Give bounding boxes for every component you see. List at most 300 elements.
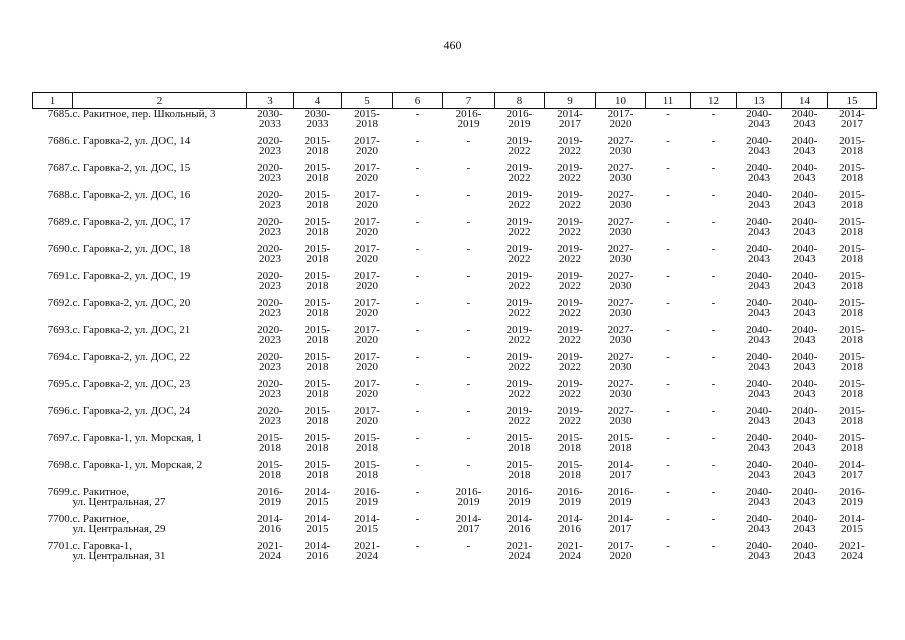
year-range-cell: [342, 325, 393, 352]
year-line: -: [666, 108, 670, 120]
address-cell: [73, 433, 247, 460]
year-line: 2022: [508, 334, 531, 346]
year-range-cell: [828, 109, 877, 137]
year-line: -: [466, 432, 471, 444]
year-range-cell: [247, 217, 294, 244]
header-row: [33, 93, 877, 109]
year-line: 2022: [559, 361, 581, 373]
year-range-cell: [443, 379, 495, 406]
year-range-cell: [247, 379, 294, 406]
year-range-cell: [495, 406, 545, 433]
year-line: 2015-: [304, 270, 331, 282]
year-line: 2016-: [506, 486, 533, 498]
year-line: 2027-: [607, 243, 634, 255]
year-range-cell: [646, 136, 691, 163]
year-range-cell: [691, 487, 737, 514]
year-line: 2018: [306, 226, 329, 238]
year-line: -: [466, 189, 471, 201]
year-line: 2040-: [791, 270, 818, 282]
year-line: 2018: [259, 442, 281, 454]
year-line: 2019-: [506, 270, 533, 282]
year-range-cell: [294, 271, 342, 298]
year-line: -: [711, 216, 716, 228]
table-row: [33, 217, 877, 244]
year-line: 2019-: [557, 324, 583, 336]
year-line: 2020-: [257, 243, 283, 255]
year-line: 2043: [748, 199, 770, 211]
year-line: 2022: [508, 172, 531, 184]
year-line: 2014-: [354, 513, 380, 525]
year-line: 2018: [841, 199, 863, 211]
year-line: 2023: [259, 415, 281, 427]
year-line: 2018: [306, 469, 329, 481]
column-header: 3: [247, 93, 294, 109]
year-line: 2020: [356, 145, 378, 157]
year-line: 2018: [508, 442, 531, 454]
year-line: 2040-: [791, 405, 818, 417]
year-line: -: [415, 189, 420, 201]
year-line: 2030: [609, 226, 632, 238]
year-range-cell: [596, 244, 646, 271]
year-line: 2040-: [746, 432, 772, 444]
row-number: 7690.: [47, 243, 73, 255]
table-row: [33, 487, 877, 514]
year-range-cell: [691, 217, 737, 244]
year-line: -: [711, 351, 716, 363]
page-number: 460: [443, 38, 462, 52]
year-line: 2019: [457, 496, 480, 508]
year-range-cell: [782, 487, 828, 514]
year-range-cell: [545, 325, 596, 352]
table-row: [33, 460, 877, 487]
address-line: с. Ракитное, пер. Школьный, 3: [72, 108, 216, 120]
year-line: 2021-: [257, 540, 283, 552]
row-number: 7686.: [47, 135, 73, 147]
year-line: 2015-: [557, 459, 583, 471]
year-line: 2018: [841, 226, 863, 238]
year-range-cell: [691, 352, 737, 379]
year-line: 2015-: [506, 459, 533, 471]
address-line: с. Гаровка-1,: [72, 540, 133, 552]
year-line: 2040-: [746, 162, 772, 174]
year-line: 2043: [748, 172, 770, 184]
year-range-cell: [342, 244, 393, 271]
year-line: 2040-: [746, 108, 772, 120]
year-line: 2014-: [839, 513, 865, 525]
year-range-cell: [247, 271, 294, 298]
year-range-cell: [393, 514, 443, 541]
year-line: -: [466, 216, 471, 228]
year-line: 2018: [356, 118, 378, 130]
year-line: 2022: [508, 226, 531, 238]
year-line: 2021-: [839, 540, 865, 552]
year-line: 2019: [508, 118, 531, 130]
year-line: 2014-: [304, 513, 331, 525]
year-line: -: [666, 324, 670, 336]
year-line: -: [415, 270, 420, 282]
year-range-cell: [495, 217, 545, 244]
address-line: с. Гаровка-1, ул. Морская, 2: [72, 459, 203, 471]
year-line: 2030: [609, 388, 632, 400]
table-row: [33, 433, 877, 460]
year-line: 2016-: [506, 108, 533, 120]
year-line: 2018: [306, 199, 329, 211]
year-line: 2040-: [791, 324, 818, 336]
year-range-cell: [691, 163, 737, 190]
year-line: 2018: [841, 442, 863, 454]
year-line: 2018: [306, 172, 329, 184]
row-number: 7693.: [47, 324, 73, 336]
year-range-cell: [646, 325, 691, 352]
table-row: [33, 271, 877, 298]
year-range-cell: [782, 541, 828, 568]
year-line: 2015-: [839, 432, 865, 444]
column-header: 8: [495, 93, 545, 109]
year-line: 2040-: [791, 540, 818, 552]
year-line: 2019-: [506, 405, 533, 417]
year-range-cell: [646, 190, 691, 217]
year-line: 2043: [793, 226, 816, 238]
year-range-cell: [691, 433, 737, 460]
year-line: 2022: [508, 280, 531, 292]
year-line: 2015-: [304, 405, 331, 417]
year-range-cell: [596, 190, 646, 217]
year-range-cell: [828, 379, 877, 406]
year-line: 2030: [609, 415, 632, 427]
row-number: 7692.: [47, 297, 73, 309]
year-line: 2040-: [791, 189, 818, 201]
year-line: 2043: [748, 388, 770, 400]
year-line: 2018: [306, 334, 329, 346]
year-range-cell: [294, 406, 342, 433]
year-range-cell: [691, 541, 737, 568]
year-range-cell: [294, 541, 342, 568]
year-range-cell: [342, 433, 393, 460]
row-number: 7696.: [47, 405, 73, 417]
year-line: 2022: [559, 145, 581, 157]
year-range-cell: [393, 541, 443, 568]
year-line: -: [711, 378, 716, 390]
year-line: 2020: [356, 172, 378, 184]
year-line: 2040-: [791, 243, 818, 255]
address-line: с. Гаровка-2, ул. ДОС, 14: [72, 135, 191, 147]
year-line: 2020: [356, 388, 378, 400]
year-range-cell: [828, 325, 877, 352]
row-number: 7691.: [47, 270, 73, 282]
year-range-cell: [495, 109, 545, 137]
year-line: 2020-: [257, 162, 283, 174]
year-range-cell: [342, 460, 393, 487]
year-line: 2022: [508, 199, 531, 211]
year-line: 2040-: [746, 540, 772, 552]
year-line: -: [666, 162, 670, 174]
year-range-cell: [495, 163, 545, 190]
row-number: 7688.: [47, 189, 73, 201]
year-range-cell: [495, 541, 545, 568]
year-line: 2043: [748, 253, 770, 265]
year-line: 2016-: [607, 486, 634, 498]
year-range-cell: [828, 433, 877, 460]
year-line: 2016-: [354, 486, 380, 498]
year-range-cell: [646, 541, 691, 568]
year-line: -: [666, 297, 670, 309]
year-line: 2018: [841, 280, 863, 292]
year-range-cell: [443, 352, 495, 379]
year-range-cell: [393, 379, 443, 406]
row-number: 7701.: [47, 540, 73, 552]
year-range-cell: [545, 460, 596, 487]
table-row: [33, 244, 877, 271]
year-line: 2040-: [791, 297, 818, 309]
year-line: 2022: [559, 334, 581, 346]
year-range-cell: [393, 352, 443, 379]
year-line: 2014-: [557, 108, 583, 120]
year-line: 2022: [508, 145, 531, 157]
year-line: 2014-: [839, 459, 865, 471]
year-range-cell: [443, 514, 495, 541]
year-line: 2024: [356, 550, 378, 562]
year-range-cell: [545, 217, 596, 244]
year-line: 2015-: [304, 189, 331, 201]
year-line: -: [711, 189, 716, 201]
year-line: 2016-: [557, 486, 583, 498]
year-range-cell: [247, 352, 294, 379]
year-line: 2018: [306, 280, 329, 292]
column-header: 15: [828, 93, 877, 109]
year-line: 2027-: [607, 297, 634, 309]
year-range-cell: [342, 298, 393, 325]
year-line: -: [666, 216, 670, 228]
year-range-cell: [247, 541, 294, 568]
year-range-cell: [294, 379, 342, 406]
table-row: [33, 514, 877, 541]
year-line: -: [666, 486, 670, 498]
year-line: 2020-: [257, 297, 283, 309]
year-line: 2015-: [557, 432, 583, 444]
year-line: 2024: [559, 550, 581, 562]
year-line: 2016-: [455, 486, 482, 498]
year-range-cell: [443, 460, 495, 487]
row-number: 7700.: [47, 513, 73, 525]
year-line: 2043: [748, 523, 770, 535]
year-range-cell: [545, 163, 596, 190]
year-range-cell: [393, 109, 443, 137]
year-line: 2015-: [839, 135, 865, 147]
year-line: 2018: [841, 415, 863, 427]
year-range-cell: [443, 244, 495, 271]
year-line: 2022: [508, 361, 531, 373]
year-line: 2043: [748, 361, 770, 373]
year-line: 2022: [559, 253, 581, 265]
table-row: [33, 109, 877, 137]
year-range-cell: [393, 271, 443, 298]
address-line: с. Гаровка-2, ул. ДОС, 16: [72, 189, 191, 201]
year-range-cell: [691, 406, 737, 433]
year-range-cell: [596, 352, 646, 379]
year-range-cell: [443, 433, 495, 460]
year-range-cell: [646, 217, 691, 244]
year-line: 2020-: [257, 270, 283, 282]
year-range-cell: [545, 352, 596, 379]
address-cell: [73, 217, 247, 244]
year-range-cell: [294, 244, 342, 271]
year-range-cell: [691, 244, 737, 271]
year-line: 2027-: [607, 405, 634, 417]
year-line: 2043: [748, 469, 770, 481]
year-line: 2030: [609, 280, 632, 292]
year-range-cell: [294, 433, 342, 460]
address-cell: [73, 352, 247, 379]
year-line: 2022: [508, 253, 531, 265]
year-range-cell: [596, 379, 646, 406]
year-line: 2020: [356, 415, 378, 427]
year-range-cell: [545, 406, 596, 433]
year-line: 2017-: [607, 108, 634, 120]
year-line: 2030: [609, 361, 632, 373]
year-line: -: [666, 270, 670, 282]
row-number: 7698.: [47, 459, 73, 471]
column-header: 12: [691, 93, 737, 109]
year-line: 2022: [559, 172, 581, 184]
year-line: 2017-: [354, 405, 380, 417]
year-range-cell: [495, 433, 545, 460]
year-range-cell: [782, 217, 828, 244]
year-line: -: [466, 324, 471, 336]
year-line: 2040-: [791, 135, 818, 147]
year-line: 2015-: [506, 432, 533, 444]
table-row: [33, 352, 877, 379]
year-line: 2043: [793, 550, 816, 562]
year-range-cell: [782, 460, 828, 487]
year-range-cell: [737, 190, 782, 217]
column-header: 10: [596, 93, 646, 109]
year-range-cell: [691, 379, 737, 406]
year-line: 2019-: [506, 135, 533, 147]
year-line: 2017-: [354, 189, 380, 201]
year-line: -: [415, 324, 420, 336]
year-line: 2016: [508, 523, 531, 535]
year-line: 2020-: [257, 405, 283, 417]
year-line: 2040-: [791, 108, 818, 120]
year-line: 2014-: [506, 513, 533, 525]
year-line: 2014-: [304, 486, 331, 498]
year-line: 2017-: [354, 270, 380, 282]
year-line: 2017-: [354, 216, 380, 228]
year-range-cell: [596, 406, 646, 433]
year-line: -: [415, 540, 420, 552]
year-range-cell: [737, 217, 782, 244]
year-range-cell: [596, 163, 646, 190]
year-line: 2015-: [304, 351, 331, 363]
year-line: 2015-: [607, 432, 634, 444]
year-line: 2019: [259, 496, 281, 508]
year-line: 2043: [748, 226, 770, 238]
year-range-cell: [443, 190, 495, 217]
year-line: 2024: [259, 550, 281, 562]
year-line: 2019-: [557, 270, 583, 282]
year-range-cell: [545, 244, 596, 271]
year-range-cell: [596, 541, 646, 568]
year-line: 2019-: [557, 378, 583, 390]
year-line: 2016: [559, 523, 581, 535]
year-range-cell: [828, 487, 877, 514]
year-line: 2043: [793, 118, 816, 130]
year-range-cell: [495, 487, 545, 514]
year-line: 2018: [841, 361, 863, 373]
year-line: 2040-: [746, 378, 772, 390]
address-cell: [73, 298, 247, 325]
year-range-cell: [646, 406, 691, 433]
year-range-cell: [393, 190, 443, 217]
year-line: 2040-: [791, 486, 818, 498]
year-line: 2020: [609, 550, 632, 562]
year-range-cell: [545, 379, 596, 406]
year-line: 2022: [508, 307, 531, 319]
year-range-cell: [393, 433, 443, 460]
year-line: -: [711, 432, 716, 444]
year-line: 2017: [841, 118, 863, 130]
year-range-cell: [691, 298, 737, 325]
year-line: 2015-: [304, 432, 331, 444]
year-line: 2043: [793, 415, 816, 427]
year-range-cell: [495, 379, 545, 406]
year-line: 2018: [841, 172, 863, 184]
year-line: 2015-: [839, 243, 865, 255]
year-line: 2018: [559, 442, 581, 454]
year-line: 2018: [841, 145, 863, 157]
year-line: 2022: [559, 199, 581, 211]
year-range-cell: [782, 514, 828, 541]
year-range-cell: [294, 514, 342, 541]
year-line: 2023: [259, 334, 281, 346]
year-range-cell: [828, 163, 877, 190]
year-range-cell: [782, 136, 828, 163]
year-line: 2018: [841, 253, 863, 265]
year-line: -: [666, 513, 670, 525]
year-range-cell: [828, 514, 877, 541]
year-range-cell: [737, 541, 782, 568]
year-line: 2014-: [304, 540, 331, 552]
year-line: 2022: [559, 388, 581, 400]
year-range-cell: [393, 487, 443, 514]
year-line: 2019-: [557, 162, 583, 174]
address-line: с. Гаровка-1, ул. Морская, 1: [72, 432, 203, 444]
address-line: ул. Центральная, 29: [72, 523, 166, 535]
row-number: 7685.: [47, 108, 73, 120]
year-range-cell: [691, 136, 737, 163]
year-line: 2040-: [791, 513, 818, 525]
year-line: 2019: [841, 496, 863, 508]
row-number: 7697.: [47, 432, 73, 444]
year-range-cell: [828, 217, 877, 244]
year-range-cell: [443, 163, 495, 190]
year-line: 2030: [609, 199, 632, 211]
year-line: 2017-: [354, 351, 380, 363]
year-range-cell: [691, 190, 737, 217]
year-range-cell: [596, 487, 646, 514]
year-range-cell: [737, 271, 782, 298]
year-range-cell: [294, 109, 342, 137]
year-range-cell: [646, 271, 691, 298]
year-range-cell: [443, 541, 495, 568]
year-range-cell: [495, 514, 545, 541]
year-line: 2016-: [455, 108, 482, 120]
year-line: 2022: [559, 307, 581, 319]
year-line: 2017: [457, 523, 480, 535]
year-range-cell: [646, 163, 691, 190]
year-range-cell: [646, 244, 691, 271]
year-line: 2015-: [304, 324, 331, 336]
